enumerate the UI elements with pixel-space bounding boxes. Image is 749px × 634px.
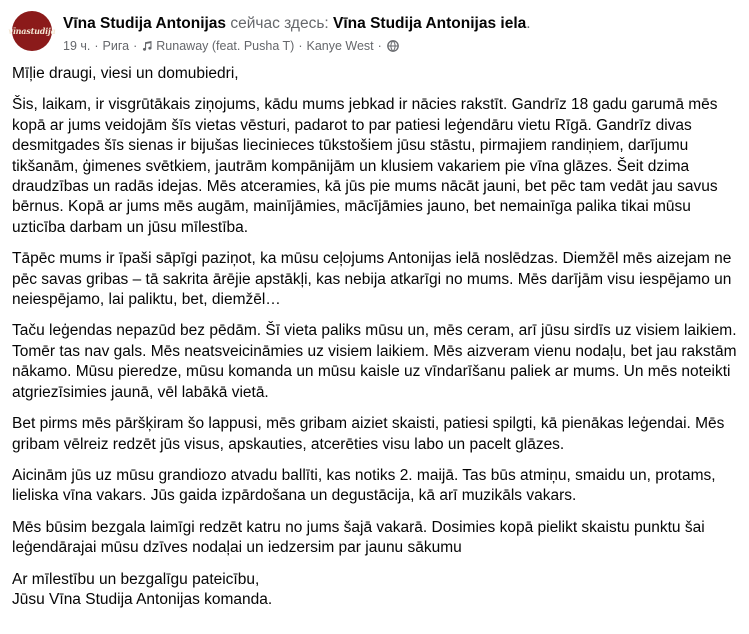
post-paragraph: Mīļie draugi, viesi un domubiedri, <box>12 65 239 82</box>
song-title-link[interactable]: Runaway (feat. Pusha T) <box>156 39 295 53</box>
post-paragraph: Tāpēc mums ir īpaši sāpīgi paziņot, ka mūsu ceļojums Antonijas ielā noslēdzas. Diemžēl mēs aizejam ne pēc savas gribas – tā sakrita ārējie apstākļi, kas nebija atkarīgi no mums. Mēs darījām visu iespējamo un neiespējamo, lai paliktu, bet, diemžēl… <box>12 250 732 309</box>
music-note-icon <box>141 40 153 52</box>
post-title-line <box>63 14 531 34</box>
artist-link[interactable]: Kanye West <box>306 39 374 53</box>
post-paragraph: Bet pirms mēs pāršķiram šo lappusi, mēs gribam aiziet skaisti, patiesi spilgti, kā pienākas leģendai. Mēs gribam vēlreiz redzēt jūs visus, apskauties, atcerēties visu labo un pacelt glāzes. <box>12 415 725 453</box>
location-suffix: . <box>526 15 531 32</box>
post-time-link[interactable]: 19 ч. <box>63 39 91 53</box>
post-city[interactable]: Рига <box>102 39 130 53</box>
post-paragraph: Taču leģendas nepazūd bez pēdām. Šī vieta paliks mūsu un, mēs ceram, arī jūsu sirdīs uz visiem laikiem. Tomēr tas nav gals. Mēs neatsveicināmies uz visiem laikiem. Mēs aizveram vienu nodaļu, bet jau rakstām nākamo. Mūsu pieredze, mūsu komanda un mūsu kaisle uz vīndarīšanu paliek ar mums. Un mēs noteikti atgriezīsimies jaunā, vēl labākā vietā. <box>12 322 737 401</box>
post-signature: Ar mīlestību un bezgalīgu pateicību, Jūsu Vīna Studija Antonijas komanda. <box>12 570 273 608</box>
page-name-link[interactable]: Vīna Studija Antonijas <box>63 15 227 32</box>
meta-separator: · <box>94 39 99 53</box>
post-paragraph: Aicinām jūs uz mūsu grandiozo atvadu ballīti, kas notiks 2. maijā. Tas būs atmiņu, smaidu un, protams, lieliska vīna vakars. Jūs gaida izpārdošana un degustācija, kā arī muzikāls vakars. <box>12 466 716 505</box>
post-header <box>8 9 749 57</box>
post-meta <box>63 38 399 54</box>
avatar-logo: vīnastudija <box>8 26 56 36</box>
meta-separator: · <box>298 39 303 53</box>
post-paragraph: Šis, laikam, ir visgrūtākais ziņojums, kādu mums jebkad ir nācies rakstīt. Gandrīz 18 gadu garumā mēs kopā ar jums veidojām šīs vietas vēsturi, padarot to par patiesi leģendāru vietu Rīgā. Gandrīz divas desmitgades šīs sienas ir bijušas liecinieces tūkstošiem jūsu stāstu, pirmajiem randiņiem, darījumu tikšanām, ģimenes svētkiem, jautrām kompānijām un klusiem vakariem pie vīna glāzes. Šeit dzima draudzības un radās idejas. Mēs atceramies, kā jūs pie mums nācāt jauni, bet pēc tam vedāt jau savus bērnus. Kopā ar jums mēs augām, mainījāmies, mācījāmies jauno, bet nemainīga palika tikai mūsu uzticība darbam un jūsu mīlestība. <box>12 96 718 236</box>
location-link[interactable]: Vīna Studija Antonijas iela <box>333 15 527 32</box>
meta-separator: · <box>133 39 138 53</box>
post-paragraph: Mēs būsim bezgala laimīgi redzēt katru no jums šajā vakarā. Dosimies kopā pielikt skaistu punktu šai leģendārajai mūsu dzīves nodaļai un iedzersim par jaunu sākumu <box>12 518 705 557</box>
page-avatar[interactable] <box>8 11 56 51</box>
location-prefix: сейчас здесь: <box>230 15 329 32</box>
post-message <box>12 64 746 621</box>
globe-icon[interactable] <box>387 40 399 52</box>
meta-separator: · <box>377 39 382 53</box>
